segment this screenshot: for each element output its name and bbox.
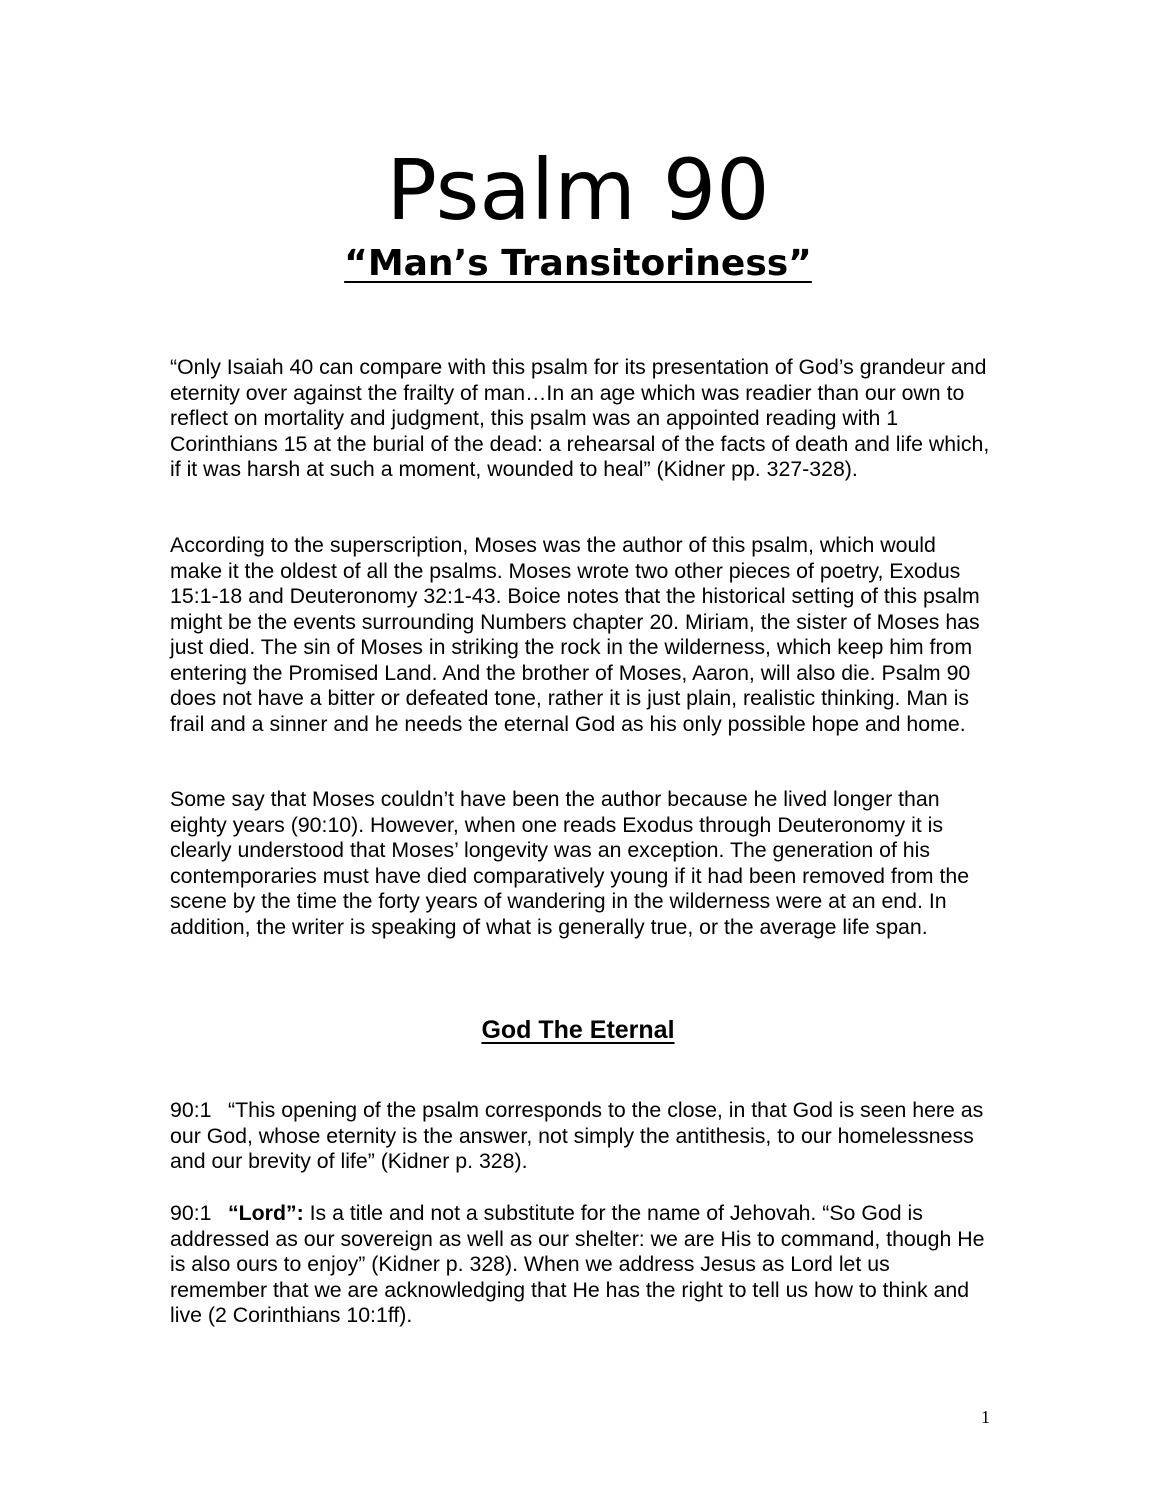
page-number: 1 <box>981 1407 990 1427</box>
verse-note-text: “This opening of the psalm corresponds to the close, in that God is seen here as our God, whose eternity is the answer, not simply the antithesis, to our homelessness and our brevity of life” (Kidner p. 328). <box>170 1098 984 1173</box>
page-subtitle: “Man’s Transitoriness” <box>344 243 812 284</box>
page-title: Psalm 90 <box>386 141 770 239</box>
section-heading: God The Eternal <box>481 1016 675 1044</box>
verse-note-text: Is a title and not a substitute for the name of Jehovah. “So God is addressed as our sovereign as well as our shelter: we are His to command, though He is also ours to enjoy” (Kidner p. 328). When we address Jesus as Lord let us remember that we are acknowledging that He has the right to tell us how to think and live (2 Corinthians 10:1ff). <box>170 1201 985 1327</box>
intro-paragraph-kidner-quote: “Only Isaiah 40 can compare with this psalm for its presentation of God’s grandeur and eternity over against the frailty of man…In an age which was readier than our own to reflect on mortality and judgment, this psalm was an appointed reading with 1 Corinthians 15 at the burial of the dead: a rehearsal of the facts of death and life which, if it was harsh at such a moment, wounded to heal” (Kidner pp. 327-328). <box>170 355 990 481</box>
verse-note-2 <box>170 1201 990 1329</box>
verse-reference: 90:1 <box>170 1098 212 1122</box>
intro-paragraph-authorship: According to the superscription, Moses was the author of this psalm, which would make it the oldest of all the psalms. Moses wrote two other pieces of poetry, Exodus 15:1-18 and Deuteronomy 32:1-43. Boice notes that the historical setting of this psalm might be the events surrounding Numbers chapter 20. Miriam, the sister of Moses has just died. The sin of Moses in striking the rock in the wilderness, which keep him from entering the Promised Land. And the brother of Moses, Aaron, will also die. Psalm 90 does not have a bitter or defeated tone, rather it is just plain, realistic thinking. Man is frail and a sinner and he needs the eternal God as his only possible hope and home. <box>170 533 980 736</box>
verse-term: “Lord”: <box>228 1201 304 1225</box>
intro-paragraph-longevity: Some say that Moses couldn’t have been the author because he lived longer than eighty years (90:10). However, when one reads Exodus through Deuteronomy it is clearly understood that Moses’ longevity was an exception. The generation of his contemporaries must have died comparatively young if it had been removed from the scene by the time the forty years of wandering in the wilderness were at an end. In addition, the writer is speaking of what is generally true, or the average life span. <box>170 787 970 939</box>
verse-note-1 <box>170 1098 990 1175</box>
verse-reference: 90:1 <box>170 1201 212 1225</box>
